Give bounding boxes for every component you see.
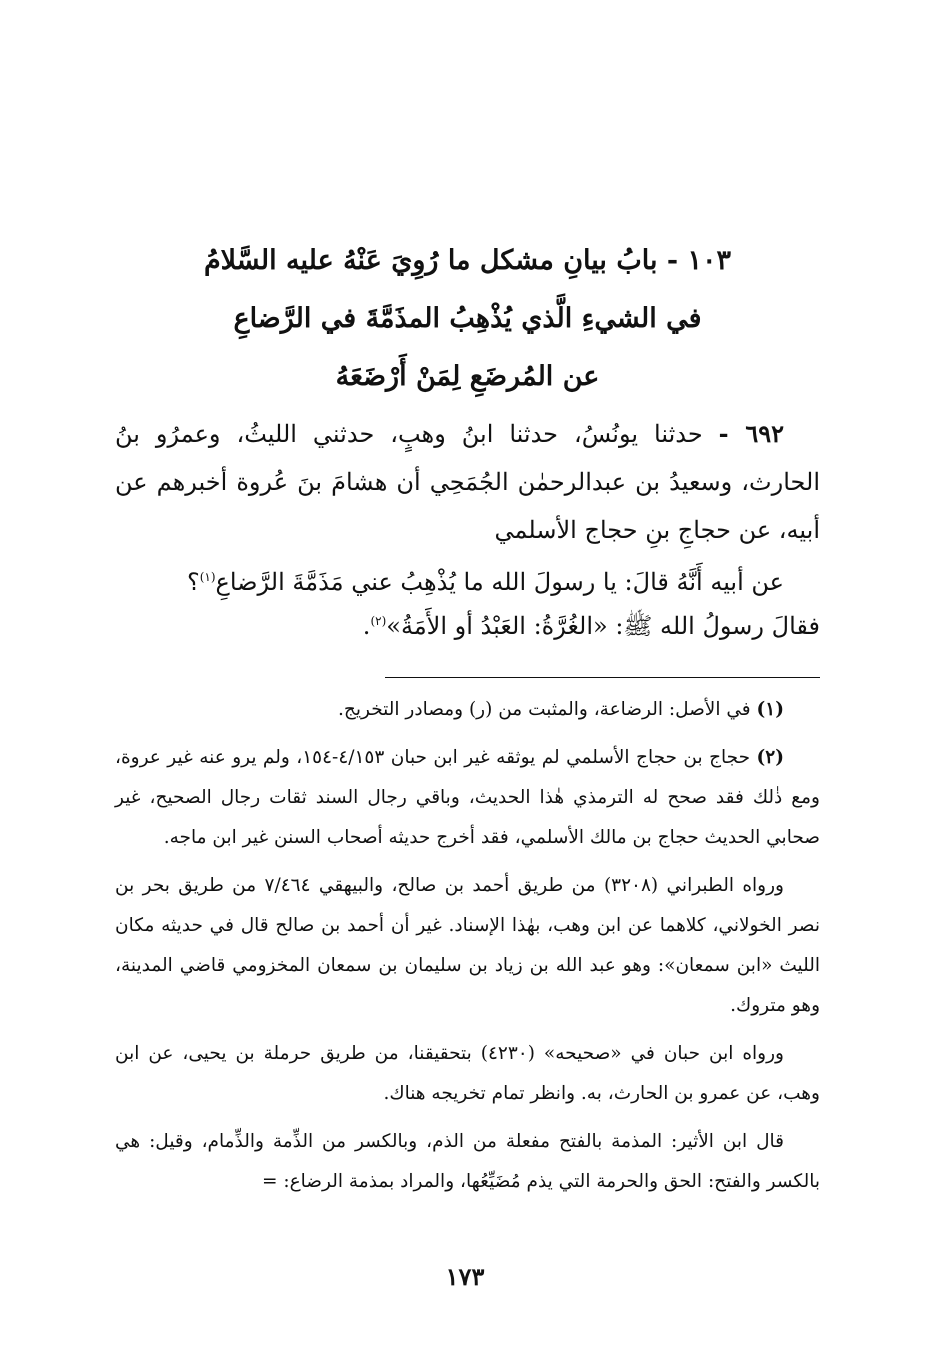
footnote-2-paragraph-3: ورواه ابن حبان في «صحيحه» (٤٢٣٠) بتحقيقنا، من طريق حرملة بن يحيى، عن ابن وهب، عن عمرو بن الحارث، به. وانظر تمام تخريجه هناك.: [115, 1043, 820, 1104]
chapter-heading: [115, 232, 820, 406]
hadith-matn-paragraph: [115, 560, 820, 648]
hadith-matn-line-2-end: .: [362, 612, 371, 640]
chapter-heading-line-1: ١٠٣ - بابُ بيانِ مشكل ما رُوِيَ عَنْهُ عليه السَّلامُ: [203, 245, 732, 276]
hadith-matn-line-2: فقالَ رسولُ الله ﷺ: «الغُرَّةُ: العَبْدُ أو الأَمَةُ»: [386, 612, 820, 640]
footnote-1-number: (١): [756, 699, 784, 720]
footnote-ref-1: (١): [199, 570, 216, 584]
hadith-matn-line-1: عن أبيه أَنَّهُ قالَ: يا رسولَ الله ما يُذْهِبُ عني مَذَمَّةَ الرَّضاعِ: [215, 568, 784, 596]
hadith-number: ٦٩٢ -: [718, 419, 784, 448]
footnote-ref-2: (٢): [370, 614, 387, 628]
chapter-heading-line-3: عن المُرضَعِ لِمَنْ أَرْضَعَهُ: [335, 361, 600, 392]
footnote-1: [115, 690, 820, 730]
hadith-isnad-paragraph: [115, 410, 820, 554]
chapter-heading-line-2: في الشيءِ الَّذي يُذْهِبُ المذَمَّةَ في الرَّضاعِ: [233, 303, 702, 334]
footnote-1-text: في الأصل: الرضاعة، والمثبت من (ر) ومصادر التخريج.: [338, 699, 751, 720]
hadith-isnad: حدثنا يونُسُ، حدثنا ابنُ وهبٍ، حدثني الليثُ، وعمرُو بنُ الحارث، وسعيدُ بن عبدالرحمٰن الجُمَحِي أن هشامَ بنَ عُروة أخبرهم عن أبيه، عن حجاجِ بنِ حجاج الأسلمي: [115, 420, 820, 544]
hadith-text: [115, 410, 820, 648]
footnote-2: [115, 738, 820, 858]
footnote-2-text: حجاج بن حجاج الأسلمي لم يوثقه غير ابن حبان ٤/١٥٣-١٥٤، ولم يرو عنه غير عروة، ومع ذٰلك فقد صحح له الترمذي هٰذا الحديث، وباقي رجال السند ثقات رجال الصحيح، غير صحابي الحديث حجاج بن مالك الأسلمي، فقد أخرج حديثه أصحاب السنن غير ابن ماجه.: [115, 747, 820, 848]
footnote-2-paragraph-4: قال ابن الأثير: المذمة بالفتح مفعلة من الذم، وبالكسر من الذِّمة والذِّمام، وقيل: هي بالكسر والفتح: الحق والحرمة التي يذم مُضَيِّعُها، والمراد بمذمة الرضاع: =: [115, 1131, 820, 1192]
footnotes: [115, 690, 820, 1202]
footnote-separator: [385, 677, 820, 678]
hadith-matn-line-1-end: ؟: [186, 568, 200, 596]
footnote-2-paragraph-2: ورواه الطبراني (٣٢٠٨) من طريق أحمد بن صالح، والبيهقي ٧/٤٦٤ من طريق بحر بن نصر الخولاني، كلاهما عن ابن وهب، بهٰذا الإسناد. غير أن أحمد بن صالح قال في حديثه مكان الليث «ابن سمعان»: وهو عبد الله بن زياد بن سليمان بن سمعان المخزومي قاضي المدينة، وهو متروك.: [115, 875, 820, 1016]
footnote-2-number: (٢): [756, 747, 784, 768]
page-number: ١٧٣: [445, 1262, 485, 1291]
